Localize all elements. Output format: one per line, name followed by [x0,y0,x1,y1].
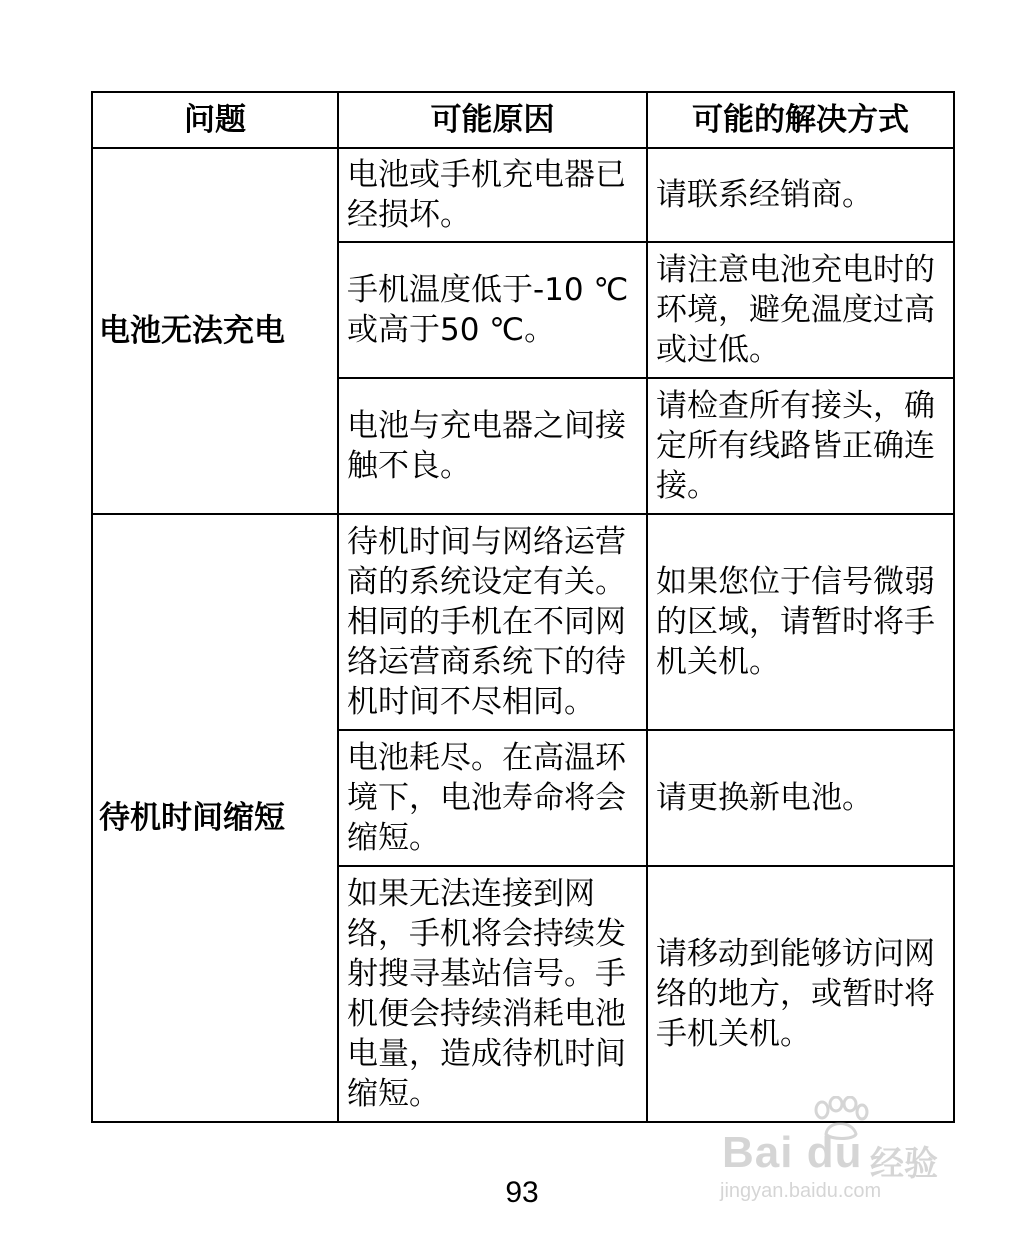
cause-cell: 电池或手机充电器已经损坏。 [338,148,647,242]
problem-cell: 电池无法充电 [92,148,338,514]
solution-cell: 请注意电池充电时的环境，避免温度过高或过低。 [647,242,954,378]
cause-cell: 电池与充电器之间接触不良。 [338,378,647,514]
solution-cell: 请检查所有接头，确定所有线路皆正确连接。 [647,378,954,514]
troubleshooting-table [91,91,955,1123]
watermark-url: jingyan.baidu.com [720,1180,882,1202]
header-problem: 问题 [92,92,338,148]
cause-cell: 手机温度低于-10 ℃或高于50 ℃。 [338,242,647,378]
page-number: 93 [505,1176,539,1209]
cause-cell: 待机时间与网络运营商的系统设定有关。相同的手机在不同网络运营商系统下的待机时间不尽相同。 [338,514,647,730]
solution-cell: 请更换新电池。 [647,730,954,866]
cause-cell: 如果无法连接到网络，手机将会持续发射搜寻基站信号。手机便会持续消耗电池电量，造成待机时间缩短。 [338,866,647,1122]
header-solution: 可能的解决方式 [647,92,954,148]
solution-cell: 如果您位于信号微弱的区域，请暂时将手机关机。 [647,514,954,730]
table-row [92,514,954,730]
baidu-jingyan-watermark [718,1096,968,1206]
watermark-label: 经验 [870,1144,938,1184]
problem-cell: 待机时间缩短 [92,514,338,1122]
watermark-brand: Bai du [722,1128,863,1177]
table-row [92,148,954,242]
solution-cell: 请联系经销商。 [647,148,954,242]
solution-cell: 请移动到能够访问网络的地方，或暂时将手机关机。 [647,866,954,1122]
header-cause: 可能原因 [338,92,647,148]
table-header-row [92,92,954,148]
cause-cell: 电池耗尽。在高温环境下，电池寿命将会缩短。 [338,730,647,866]
